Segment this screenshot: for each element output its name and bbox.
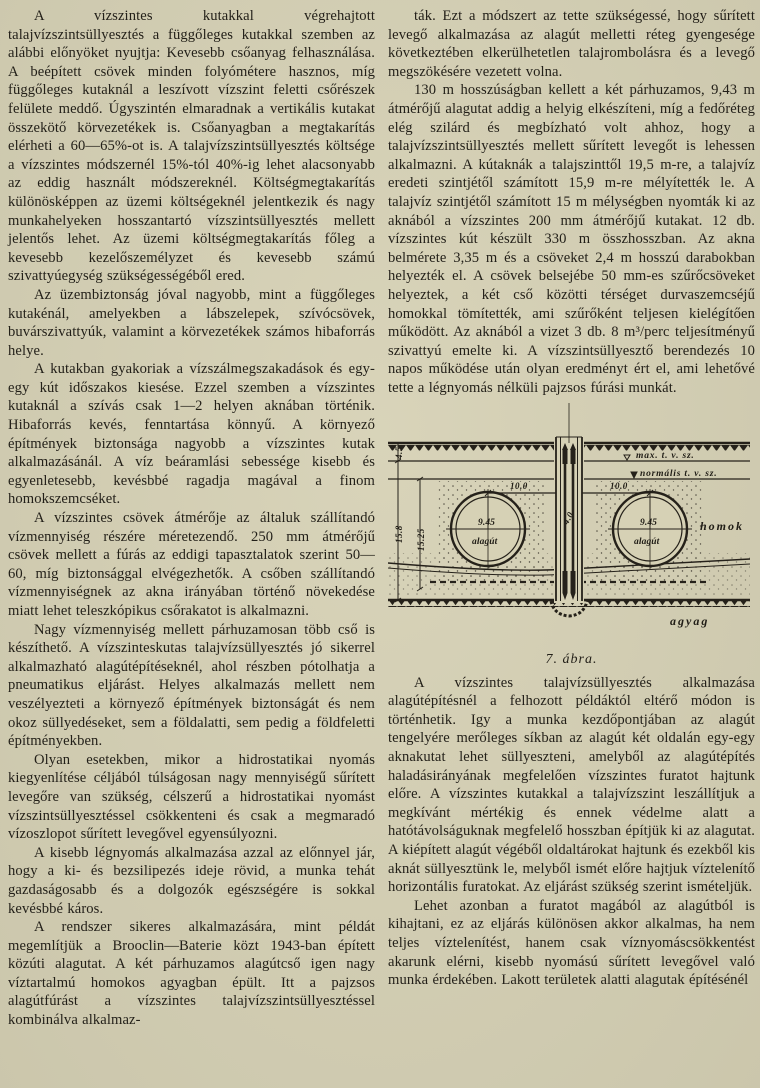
- paragraph: A vízszintes csövek átmérője az általuk szállítandó vízmennyiség részére méretezendő. 250 mm átmérőjű csövek mellett a fúrás az eddigi tapasztalatok szerint 50—60, míg biztonsággal elvégezhetők. A csőben szállítandó vízmennyiségnek az akna irányában történő növekedése miatt lehet teleszkópikus csőrakatot is alkalmazni.: [8, 510, 375, 619]
- paragraph: Lehet azonban a furatot magából az alagútból is kihajtani, ez az eljárás különösen akkor alkalmas, ha nem teljes víztelenítést, hanem csak víznyomáscsökkentést akarunk elérni, kisebb nyomású sűrített levegővel való munka érdekében. Lakott területek alatti alagutak építésénél: [388, 897, 755, 989]
- dimension-15-25-label: 15.25: [416, 528, 426, 552]
- sand-label: homok: [700, 519, 745, 534]
- normal-water-level-label: normális t. v. sz.: [640, 469, 718, 480]
- paragraph: 130 m hosszúságban kellett a két párhuzamos, 9,43 m átmérőjű alagutat addig a helyig elkészíteni, míg a fedőréteg elég szilárd és megbízható volt ahhoz, hogy a talajvízszintsüllyesztés mellett sűrített levegőt is lehessen alkalmazni. A kútaknák a talajszinttől 19,5 m-re, a talajvíz eredeti szintjétől számított 15,9 m-re mélyítették le. A talajvíz szintjétől számított 15 m mélységben nyomták ki az aknából a vízszintes 200 mm átmérőjű kutakat. 12 db. vízszintes kút készült 330 m összhosszban. Az akna belmérete 3,35 m és a csöveket 2,4 m hosszú darabokban helyezték el. A csövek belsejébe 50 mm-es szűrőcsöveket helyeztek, a két cső közötti térséget durvaszemcséjű homokkal tömítették, ami szűrőként teljesen kielégítően működött. Az aknából a vizet 3 db. 8 m³/perc teljesítményű szivattyú emelte ki. A vízszintsüllyesztő berendezés 10 napos működése után olyan eredményt ért el, ami lehetővé tette a légnyomás nélküli pajzsos fúrási munkát.: [388, 82, 755, 396]
- paragraph: A kisebb légnyomás alkalmazása azzal az előnnyel jár, hogy a ki- és bezsilipezés ideje rövid, a munka tehát gazdaságosabb és a dolgozók egészségére is sokkal kevésbbé káros.: [8, 844, 375, 917]
- central-shaft: [551, 403, 587, 616]
- left-column: [8, 7, 375, 1088]
- dimension-4-5-label: 4.5: [394, 446, 404, 460]
- paragraph: Az üzembiztonság jóval nagyobb, mint a függőleges kutakénál, amelyekben a lábszelepek, szívócsövek, buvárszivattyúk, valamint a körvezetékek számos hibaforrás helye.: [8, 286, 375, 359]
- paragraph: A vízszintes talajvízsüllyesztés alkalmazása alagútépítésnél a felhozott példáktól eltérő módon is történhetik. Igy a munka kezdőpontjában az alagút tengelyére merőleges síkban az alagút két oldalán egy-egy aknakutat lehet süllyeszteni, amelyből az alagútépítés haladásirányának megfelelően vízszintes furatot hajtunk előre. A vízszintes kutakkal a talajvízszint leszállítjuk a megkívánt mértékig és ennek védelme alatt a hatótávolságuknak megfelelő hosszban építjük ki az alagutat. A kiépített alagút végéből oldaltárokat hajtunk és ezekből kis aknát süllyesztünk le, melyből ismét előre hajtjuk víztelenítő horizontális furatokat. Az eljárást szükség szerint ismételjük.: [388, 674, 755, 896]
- figure-7: [388, 403, 755, 669]
- shaft-width-dimension: 4.0: [560, 510, 576, 527]
- right-column: [388, 7, 755, 1088]
- dimension-10-right-label: 10.0: [610, 481, 628, 492]
- paragraph: A kutakban gyakoriak a vízszálmegszakadások és egy-egy kút időszakos kiesése. Ezzel szemben a vízszintes kutaknál a szívás csak 1—2 helyen aknában történik. Hibaforrás kevés, fenntartása könnyű. A környező építmények biztonsága nagyobb a vízszintes kutak alkalmazásánál. A víz beáramlási sebessége kisebb és egyenletesebb, kevésbbé ragadja magával a finom homokszemcséket.: [8, 361, 375, 508]
- left-tunnel-diameter-label: 9.45: [478, 518, 496, 529]
- paragraph: A vízszintes kutakkal végrehajtott talajvízszintsüllyesztés a függőleges kutakkal szemben az alábbi előnyöket nyujtja: Kevesebb csőanyag felhasználása. A beépített csövek minden folyómétere hasznos, míg függőleges kutaknál a leszívott vízszint feletti csőrészek felülete meddő. Úgyszintén elmaradnak a vertikális kutakat összekötő körvezetékek is. Csőanyagban a megtakarítás elérheti a 60—65%-ot is. A talajvízszintsüllyesztés költsége a vízszintes módszernél 15%-tól 40%-ig lehet alacsonyabb az eddig használt módszereknél. Költségmegtakarítás különösképpen az üzemi költségeknél jelentkezik és nagy munkahelyeken hosszantartó vízszintsüllyesztés mellett jelentős lehet. Az üzemi költségmegtakarítás főleg a kevesebb kezelőszemélyzet és kevesebb számú szivattyúegység szükségességéből ered.: [8, 8, 375, 285]
- dimension-10-left-label: 10.0: [510, 481, 528, 492]
- paragraph: Nagy vízmennyiség mellett párhuzamosan több cső is készíthető. A vízszinteskutas talajvízsüllyesztés jó sikerrel alkalmazható alagútépítéseknél, ahol részben pótolhatja a pneumatikus eljárást. Helyes alkalmazás mellett nem veszélyezteti a környező építmények biztonságát és nem okoz süllyedéseket, sem a földalatti, sem pedig a földfeletti építményekben.: [8, 621, 375, 750]
- paragraph: A rendszer sikeres alkalmazására, mint példát megemlítjük a Brooclin—Baterie közt 1943-ban épített közúti alagutat. A két párhuzamos alagútcső igen nagy víztartalmú homokos agyagban épült. Itt a pajzsos alagútfúrást a vízszintes talajvízszintsüllyesztéssel kombinálva alkalmaz-: [8, 919, 375, 1029]
- dimension-15-8-label: 15.8: [394, 525, 404, 544]
- paragraph: ták. Ezt a módszert az tette szükségessé, hogy sűrített levegő alkalmazása az alagút melletti réteg gyengesége következtében elkerülhetetlen talajrombolásra és a levegő megszökésére vezetett volna.: [388, 8, 755, 80]
- clay-label: agyag: [670, 614, 710, 629]
- dimension-4-5: [394, 444, 404, 461]
- left-tunnel-name-label: alagút: [472, 537, 498, 548]
- figure-caption: 7. ábra.: [545, 652, 598, 668]
- max-water-level-label: max. t. v. sz.: [636, 451, 695, 462]
- figure-7-drawing: [388, 403, 750, 637]
- right-tunnel-diameter-label: 9.45: [640, 518, 658, 529]
- paragraph: Olyan esetekben, mikor a hidrostatikai nyomás kiegyenlítése céljából túlságosan nagy mennyiségű sűrített levegőre van szükség, célszerű a hidrostatikai nyomást vízszintsüllyesztéssel csökkenteni és csak a megmaradó vízoszlopot sűrített levegővel egyensúlyozni.: [8, 751, 375, 843]
- right-tunnel-name-label: alagút: [634, 537, 660, 548]
